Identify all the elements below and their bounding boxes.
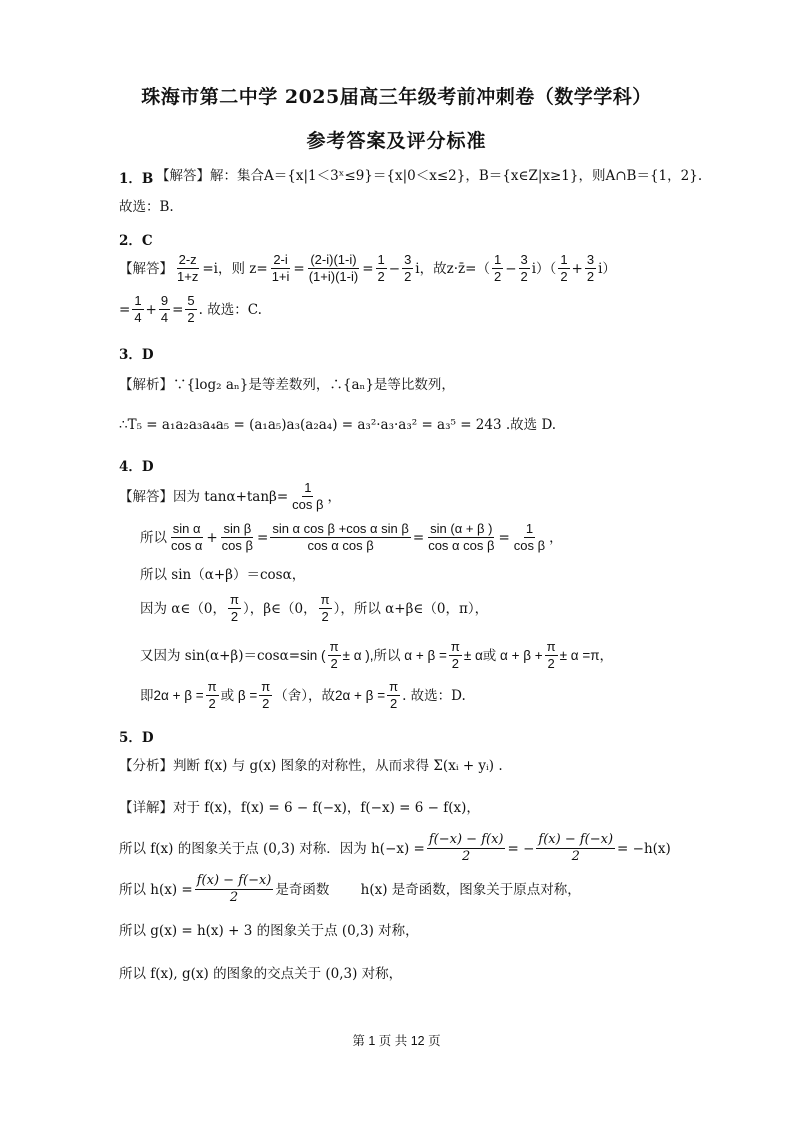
q4-solution-line6: 即2α + β = $\frac{\pi}{2}$ 或 β = $\frac{\pi}{2}$ （舍），故2α + β = $\frac{\pi}{2}$ . 故选：D. bbox=[140, 679, 466, 711]
q5-analysis: 【分析】判断 f(x) 与 g(x) 图象的对称性，从而求得 Σ(xᵢ + yᵢ) . bbox=[119, 758, 503, 774]
q2-tag: 【解答】 bbox=[119, 260, 173, 277]
q1-number: 1．B bbox=[119, 171, 154, 187]
q5-line3: 所以 f(x) 的图象关于点 (0,3) 对称．因为 h(−x) = $\frac{f(-x) - f(x)}{2}$ = − $\frac{f(x) - f(-x)}{2}$ = −h(x) bbox=[119, 832, 671, 864]
q4-solution-line5: 又因为 sin(α+β)＝cosα= sin ( π 2 ± α ),所以 α + β = $\frac{\pi}{2}$ ± α或 α + β + $\frac{\pi}{2}$ ± α =π， bbox=[140, 639, 614, 671]
q2-fraction-2: $\frac{(2-i)(1-i)}{(1+i)(1-i)}$ bbox=[308, 252, 359, 284]
q2-solution-line1: 【解答】 $\frac{2-z}{1+z}$ =i，则 z= $\frac{2-i}{1+i}$ = $\frac{(2-i)(1-i)}{(1+i)(1-i)}$ = $\frac{1}{2}$ − $\frac{3}{2}$ i，故z·z̄=（ 1 2 − $\frac{3}{2}$ i）（ 1 2 + $\frac{3}{2}$ i） bbox=[119, 252, 616, 284]
q4-number: 4．D bbox=[119, 459, 154, 475]
q5-line6: 所以 f(x), g(x) 的图象的交点关于 (0,3) 对称， bbox=[119, 966, 403, 982]
q5-line4: 所以 h(x) = $\frac{f(x) - f(-x)}{2}$ 是奇函数 h(x) 是奇函数，图象关于原点对称， bbox=[119, 873, 581, 905]
page-subtitle: 参考答案及评分标准 bbox=[306, 130, 487, 152]
q2-number: 2．C bbox=[119, 233, 153, 249]
q5-line5: 所以 g(x) = h(x) + 3 的图象关于点 (0,3) 对称， bbox=[119, 923, 419, 939]
q3-solution-line2: ∴T₅ = a₁a₂a₃a₄a₅ = (a₁a₅)a₃(a₂a₄) = a₃²·a₃·a₃² = a₃⁵ = 243 .故选 D. bbox=[119, 417, 557, 433]
q2-fraction-4: $\frac{3}{2}$ bbox=[404, 252, 412, 284]
q3-solution-line1: 【解析】∵{log₂ aₙ}是等差数列，∴{aₙ}是等比数列， bbox=[119, 377, 455, 393]
q4-solution-line4: 因为 α∈（0， π 2 ），β∈（0， π 2 ），所以 α+β∈（0，π）， bbox=[140, 592, 489, 624]
q2-fraction-3: $\frac{1}{2}$ bbox=[377, 252, 385, 284]
page-footer: 第 1 页 共 12 页 bbox=[352, 1034, 441, 1048]
q2-solution-line2: = $\frac{1}{4}$ + $\frac{9}{4}$ = $\frac{5}{2}$ . 故选：C. bbox=[119, 293, 262, 325]
q4-solution-line3: 所以 sin（α+β）＝cosα， bbox=[140, 567, 306, 583]
q5-detail: 【详解】对于 f(x)，f(x) = 6 − f(−x)，f(−x) = 6 − f(x)， bbox=[119, 800, 480, 816]
page-title: 珠海市第二中学 2025届高三年级考前冲刺卷（数学学科） bbox=[141, 86, 652, 108]
q1-solution-line1: 【解答】解：集合A＝{x|1＜3ˣ≤9}＝{x|0＜x≤2}，B＝{x∈Z|x≥1}，则A∩B＝{1，2}. bbox=[156, 168, 703, 184]
q4-solution-line1: 【解答】因为 tanα+tanβ= $\frac{1}{\text{cos β}}$ ， bbox=[119, 480, 341, 512]
q2-given-fraction: $\frac{2-z}{1+z}$ bbox=[177, 252, 199, 284]
q5-number: 5．D bbox=[119, 730, 154, 746]
q2-fraction-1: $\frac{2-i}{1+i}$ bbox=[271, 252, 290, 284]
q4-solution-line2: 所以 sin α cos α + $\frac{\text{sin β}}{\text{cos β}}$ = $\frac{\text{sin α cos β +cos α sin β}}{\text{cos α cos β}}$ = $\frac{\sin (\alpha + \beta )}{\text{cos α cos β}}$ = $\frac{1}{\text{cos β}}$ ， bbox=[140, 521, 563, 553]
q3-number: 3．D bbox=[119, 347, 154, 363]
q1-solution-line2: 故选：B. bbox=[119, 199, 174, 215]
